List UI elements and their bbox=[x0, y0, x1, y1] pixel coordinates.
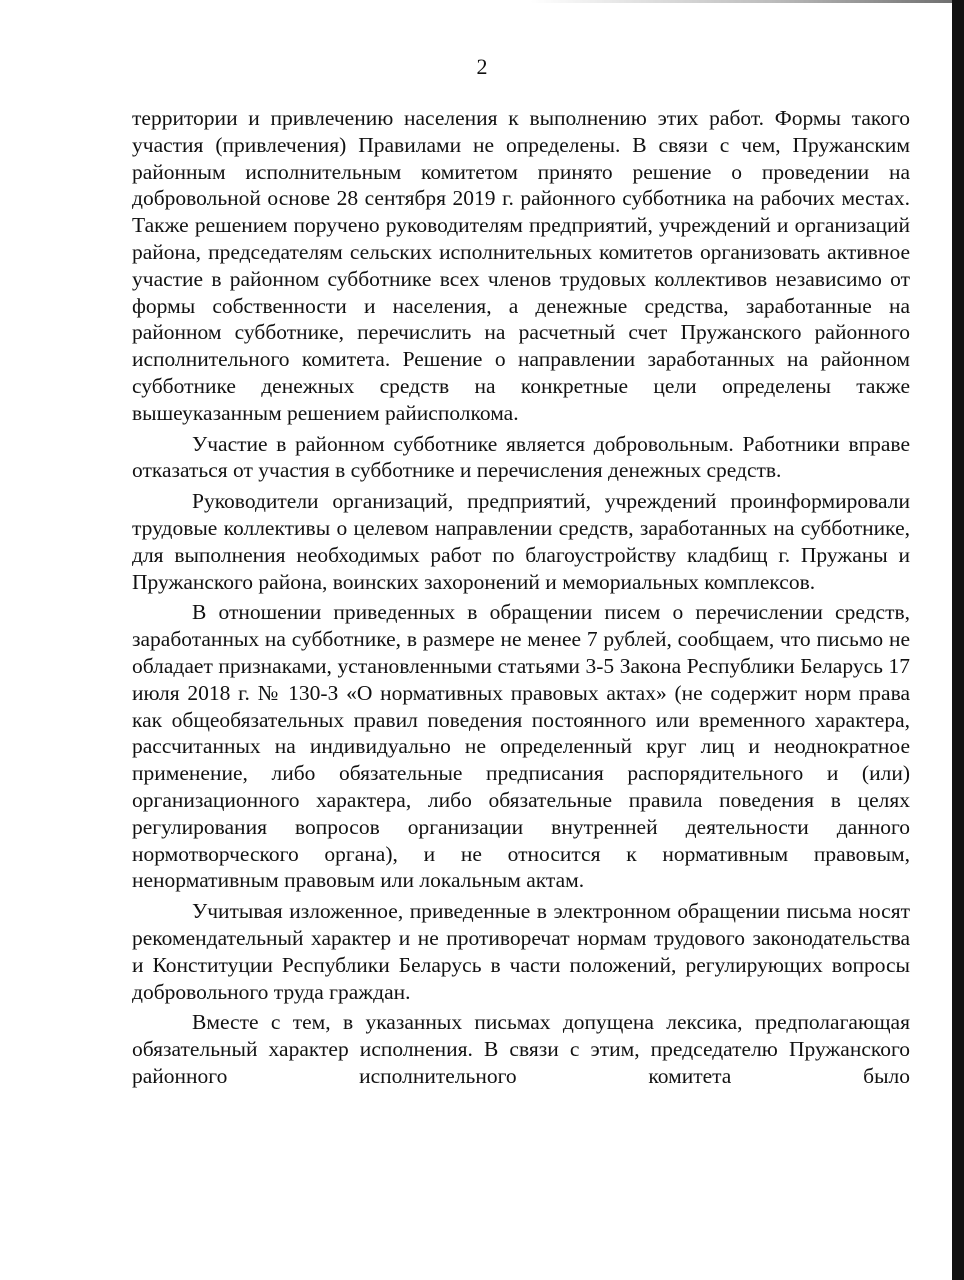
page-number: 2 bbox=[476, 54, 488, 79]
paragraph-voluntary-participation: Участие в районном субботнике является добровольным. Работники вправе отказаться от участия в субботнике и перечисления денежных средств. bbox=[132, 431, 910, 483]
paragraph-letters-legal-status: В отношении приведенных в обращении писем о перечислении средств, заработанных на субботнике, в размере не менее 7 рублей, сообщаем, что письмо не обладает признаками, установленными статьями 3-5 Закона Республики Беларусь 17 июля 2018 г. № 130-З «О нормативных правовых актах» (не содержит норм права как общеобязательных правил поведения постоянного или временного характера, рассчитанных на индивидуально не определенный круг лиц и неоднократное применение, либо обязательные предписания распорядительного и (или) организационного характера, либо обязательные правила поведения в целях регулирования вопросов организации внутренней деятельности данного нормотворческого органа), и не относится к нормативным правовым, ненормативным правовым или локальным актам. bbox=[132, 600, 910, 893]
scan-right-edge bbox=[952, 0, 964, 1280]
paragraph-conclusion: Учитывая изложенное, приведенные в электронном обращении письма носят рекомендательный характер и не противоречат нормам трудового законодательства и Конституции Республики Беларусь в части положений, регулирующих вопросы добровольного труда граждан. bbox=[132, 899, 910, 1004]
paragraph-continuation: территории и привлечению населения к выполнению этих работ. Формы такого участия (привлечения) Правилами не определены. В связи с чем, Пружанским районным исполнительным комитетом принято решение о проведении на добровольной основе 28 сентября 2019 г. районного субботника на рабочих местах. Также решением поручено руководителям предприятий, учреждений и организаций района, председателям сельских исполнительных комитетов организовать активное участие в районном субботнике всех членов трудовых коллективов независимо от формы собственности и населения, а денежные средства, заработанные на районном субботнике, перечислить на расчетный счет Пружанского районного исполнительного комитета. Решение о направлении заработанных на районном субботнике денежных средств на конкретные цели определены также вышеуказанным решением райисполкома. bbox=[132, 106, 910, 425]
scan-top-edge bbox=[0, 0, 964, 3]
paragraph-managers-informed: Руководители организаций, предприятий, учреждений проинформировали трудовые коллективы о целевом направлении средств, заработанных на субботнике, для выполнения необходимых работ по благоустройству кладбищ г. Пружаны и Пружанского района, воинских захоронений и мемориальных комплексов. bbox=[132, 489, 910, 594]
paragraph-however: Вместе с тем, в указанных письмах допущена лексика, предполагающая обязательный характер исполнения. В связи с этим, председателю Пружанского районного исполнительного комитета было bbox=[132, 1010, 910, 1088]
document-body bbox=[132, 105, 910, 1094]
